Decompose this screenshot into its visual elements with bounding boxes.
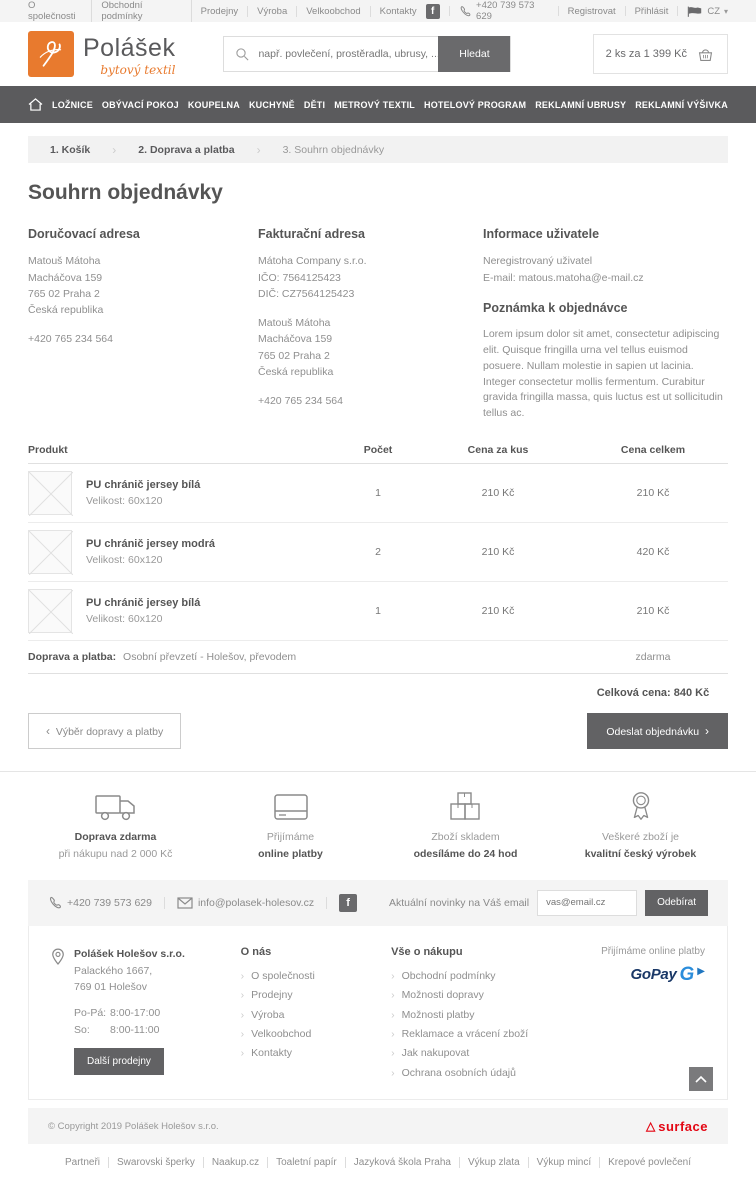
divider — [326, 897, 327, 909]
nav-loznice[interactable]: LOŽNICE — [52, 100, 93, 110]
footer-link-moznosti-platby[interactable]: Možnosti platby — [402, 1009, 475, 1021]
flag-icon — [687, 6, 703, 17]
chevron-left-icon: ‹ — [46, 724, 50, 738]
chevron-right-icon: › — [705, 724, 709, 738]
billing-address-title: Fakturační adresa — [258, 225, 483, 244]
top-link-kontakty[interactable]: Kontakty — [371, 6, 426, 17]
footer-link-obchodni-podminky[interactable]: Obchodní podmínky — [402, 970, 496, 982]
billing-phone: +420 765 234 564 — [258, 393, 483, 409]
footer-link-kontakty[interactable]: Kontakty — [251, 1047, 292, 1059]
home-icon[interactable] — [28, 98, 43, 111]
footer-link-reklamace[interactable]: Reklamace a vrácení zboží — [402, 1028, 529, 1040]
submit-order-button[interactable]: Odeslat objednávku › — [587, 713, 728, 749]
product-image-placeholder — [28, 589, 72, 633]
cart-button[interactable] — [593, 34, 728, 74]
nav-kuchyne[interactable]: KUCHYNĚ — [249, 100, 295, 110]
contact-email[interactable]: info@polasek-holesov.cz — [177, 897, 314, 909]
billing-address: Fakturační adresa Mátoha Company s.r.o. IČO: 7564125423 DIČ: CZ7564125423 Matouš Mátoha Macháčova 159 765 02 Praha 2 Česká republika +420 765 234 564 — [258, 225, 483, 422]
partner-link-jazykova-skola[interactable]: Jazyková škola Praha — [345, 1157, 459, 1168]
product-image-placeholder — [28, 530, 72, 574]
search-input[interactable] — [258, 48, 438, 60]
newsletter-email-input[interactable] — [537, 890, 637, 916]
top-link-vyroba[interactable]: Výroba — [248, 6, 297, 17]
register-link[interactable]: Registrovat — [568, 6, 616, 17]
product-total-price: 210 Kč — [578, 487, 728, 499]
product-total-price: 420 Kč — [578, 546, 728, 558]
footer-link-moznosti-dopravy[interactable]: Možnosti dopravy — [402, 989, 484, 1001]
product-unit-price: 210 Kč — [418, 487, 578, 499]
order-info-columns — [28, 225, 728, 422]
search-box — [223, 36, 511, 72]
footer-about — [241, 946, 391, 1084]
top-link-prodejny[interactable]: Prodejny — [192, 6, 249, 17]
footer-company-name: Polášek Holešov s.r.o. — [74, 946, 185, 963]
partner-link-partneri[interactable]: Partneři — [57, 1157, 108, 1168]
copyright-text: © Copyright 2019 Polášek Holešov s.r.o. — [48, 1121, 219, 1132]
nav-deti[interactable]: DĚTI — [304, 100, 325, 110]
order-total-row — [28, 674, 728, 703]
gopay-logo: GoPay G ▶ — [594, 964, 705, 986]
chevron-down-icon: ▾ — [724, 7, 728, 16]
benefit-in-stock: Zboží skladem odesíláme do 24 hod — [378, 788, 553, 860]
checkout-steps — [28, 136, 728, 163]
footer-link-vyroba[interactable]: Výroba — [251, 1009, 284, 1021]
footer-link-velkoobchod[interactable]: Velkoobchod — [251, 1028, 311, 1040]
top-links — [28, 0, 426, 22]
partner-link-krepove-povleceni[interactable]: Krepové povlečení — [599, 1157, 699, 1168]
footer-shopping-title: Vše o nákupu — [391, 946, 594, 958]
nav-reklamni-vysivka[interactable]: REKLAMNÍ VÝŠIVKA — [635, 100, 728, 110]
chevron-right-icon: › — [112, 143, 116, 157]
divider — [164, 897, 165, 909]
top-link-velkoobchod[interactable]: Velkoobchod — [297, 6, 370, 17]
shipping-phone: +420 765 234 564 — [28, 331, 258, 347]
divider — [558, 6, 559, 16]
contact-phone: +420 739 573 629 — [48, 896, 152, 910]
footer-about-title: O nás — [241, 946, 391, 958]
top-link-o-spolecnosti[interactable]: O společnosti — [28, 0, 92, 22]
nav-koupelna[interactable]: KOUPELNA — [188, 100, 240, 110]
login-link[interactable]: Přihlásit — [635, 6, 669, 17]
shipping-address: Doručovací adresa Matouš Mátoha Macháčova 159 765 02 Praha 2 Česká republika +420 765 234 564 — [28, 225, 258, 422]
footer-payments — [594, 946, 705, 1084]
partner-link-vykup-minci[interactable]: Výkup mincí — [528, 1157, 599, 1168]
divider — [625, 6, 626, 16]
partner-link-vykup-zlata[interactable]: Výkup zlata — [459, 1157, 528, 1168]
divider — [449, 6, 450, 16]
order-total: Celková cena: 840 Kč — [578, 687, 728, 699]
medal-icon — [553, 788, 728, 826]
product-name[interactable]: PU chránič jersey modrá — [86, 538, 215, 550]
phone-icon — [459, 5, 471, 18]
benefits-bar — [0, 771, 756, 862]
benefit-free-shipping: Doprava zdarma při nákupu nad 2 000 Kč — [28, 788, 203, 860]
user-info-title: Informace uživatele — [483, 225, 728, 244]
facebook-icon[interactable]: f — [426, 4, 440, 19]
boxes-icon — [378, 788, 553, 826]
surface-logo[interactable]: △ surface — [646, 1119, 708, 1134]
header — [0, 22, 756, 86]
newsletter-signup — [389, 890, 708, 916]
partner-link-toaletni-papir[interactable]: Toaletní papír — [267, 1157, 345, 1168]
phone-icon — [48, 896, 62, 910]
top-bar — [0, 0, 756, 22]
footer-link-o-spolecnosti[interactable]: O společnosti — [251, 970, 315, 982]
footer — [28, 926, 728, 1101]
product-name[interactable]: PU chránič jersey bílá — [86, 597, 200, 609]
location-pin-icon — [51, 948, 65, 966]
table-row — [28, 464, 728, 523]
footer-link-prodejny[interactable]: Prodejny — [251, 989, 292, 1001]
divider — [677, 6, 678, 16]
copyright-bar — [28, 1108, 728, 1144]
order-table — [28, 444, 728, 703]
user-info: Informace uživatele Neregistrovaný uživatel E-mail: matous.matoha@e-mail.cz Poznámka k objednávce Lorem ipsum dolor sit amet, consectetur adipiscing elit. Quisque fringilla urna vel tellus euismod posuere. Nullam molestie in sapien ut lacinia. Integer consectetur mollis fermentum. Curabitur gravida fringilla massa, quis luctus est ut sollicitudin tellus ac. — [483, 225, 728, 422]
step-shipping-payment[interactable]: 2. Doprava a platba — [138, 144, 234, 156]
other-stores-button[interactable]: Další prodejny — [74, 1048, 164, 1075]
payments-label: Přijímáme online platby — [594, 946, 705, 957]
step-summary: 3. Souhrn objednávky — [283, 144, 385, 156]
partner-link-naakup[interactable]: Naakup.cz — [203, 1157, 267, 1168]
product-total-price: 210 Kč — [578, 605, 728, 617]
product-qty: 2 — [338, 546, 418, 558]
brand-tagline: bytový textil — [83, 63, 175, 77]
product-variant: Velikost: 60x120 — [86, 613, 200, 625]
shipping-address-title: Doručovací adresa — [28, 225, 258, 244]
triangle-icon: △ — [646, 1119, 655, 1133]
footer-shopping — [391, 946, 594, 1084]
envelope-icon — [177, 897, 193, 909]
table-row — [28, 523, 728, 582]
product-qty: 1 — [338, 487, 418, 499]
back-to-shipping-button[interactable]: ‹ Výběr dopravy a platby — [28, 713, 181, 749]
credit-card-icon — [203, 788, 378, 826]
user-email: E-mail: matous.matoha@e-mail.cz — [483, 270, 728, 286]
opening-hours: Po-Pá: 8:00-17:00 So: 8:00-11:00 — [74, 1005, 185, 1039]
page-title: Souhrn objednávky — [28, 181, 728, 205]
nav-metrovy-textil[interactable]: METROVÝ TEXTIL — [334, 100, 415, 110]
chevron-up-icon — [695, 1075, 707, 1083]
footer-company: Polášek Holešov s.r.o. Palackého 1667, 769 01 Holešov Po-Pá: 8:00-17:00 So: 8:00-11:00 Další prodejny — [51, 946, 241, 1084]
product-variant: Velikost: 60x120 — [86, 495, 200, 507]
search-icon — [235, 47, 250, 62]
scroll-to-top-button[interactable] — [689, 1067, 713, 1091]
footer-link-jak-nakupovat[interactable]: Jak nakupovat — [402, 1047, 470, 1059]
nav-obyvaci-pokoj[interactable]: OBÝVACÍ POKOJ — [102, 100, 179, 110]
order-note — [483, 299, 728, 422]
benefit-online-payments: Přijímáme online platby — [203, 788, 378, 860]
facebook-icon[interactable]: f — [339, 894, 357, 912]
product-unit-price: 210 Kč — [418, 605, 578, 617]
checkout-actions — [28, 713, 728, 749]
product-image-placeholder — [28, 471, 72, 515]
truck-icon — [28, 788, 203, 826]
search-button[interactable]: Hledat — [438, 36, 510, 72]
step-cart[interactable]: 1. Košík — [50, 144, 90, 156]
newsletter-subscribe-button[interactable]: Odebírat — [645, 890, 708, 916]
benefit-czech-quality: Veškeré zboží je kvalitní český výrobek — [553, 788, 728, 860]
cart-summary: 2 ks za 1 399 Kč — [606, 48, 687, 60]
product-unit-price: 210 Kč — [418, 546, 578, 558]
footer-link-ochrana-udaju[interactable]: Ochrana osobních údajů — [402, 1067, 516, 1079]
basket-icon — [696, 46, 715, 63]
table-row — [28, 582, 728, 641]
brand-logo[interactable] — [28, 31, 175, 78]
shipping-price: zdarma — [578, 651, 728, 663]
nav-hotelovy-program[interactable]: HOTELOVÝ PROGRAM — [424, 100, 526, 110]
partner-links — [0, 1157, 756, 1168]
shipping-payment-row: Doprava a platba: Osobní převzetí - Holešov, převodem zdarma — [28, 641, 728, 674]
chevron-right-icon: › — [257, 143, 261, 157]
contact-strip — [28, 880, 728, 926]
order-note-title: Poznámka k objednávce — [483, 299, 728, 318]
product-qty: 1 — [338, 605, 418, 617]
play-triangle-icon: ▶ — [697, 966, 705, 977]
language-selector[interactable]: CZ ▾ — [687, 6, 728, 17]
phone-number: +420 739 573 629 — [459, 0, 549, 22]
main-nav — [0, 86, 756, 123]
logo-mark-icon — [28, 31, 74, 77]
nav-reklamni-ubrusy[interactable]: REKLAMNÍ UBRUSY — [535, 100, 626, 110]
top-link-obchodni-podminky[interactable]: Obchodní podmínky — [92, 0, 191, 22]
partner-link-swarovski[interactable]: Swarovski šperky — [108, 1157, 203, 1168]
order-note-text: Lorem ipsum dolor sit amet, consectetur adipiscing elit. Quisque fringilla urna vel tellus euismod posuere. Nullam molestie in sapien ut lacinia. Integer consectetur mollis fermentum. Curabitur gravida fringilla massa, quis luctus est ut sollicitudin tellus ac. — [483, 327, 728, 422]
product-variant: Velikost: 60x120 — [86, 554, 215, 566]
brand-name: Polášek — [83, 35, 175, 63]
product-name[interactable]: PU chránič jersey bílá — [86, 479, 200, 491]
newsletter-label: Aktuální novinky na Váš email — [389, 897, 529, 909]
table-header: Produkt Počet Cena za kus Cena celkem — [28, 444, 728, 464]
